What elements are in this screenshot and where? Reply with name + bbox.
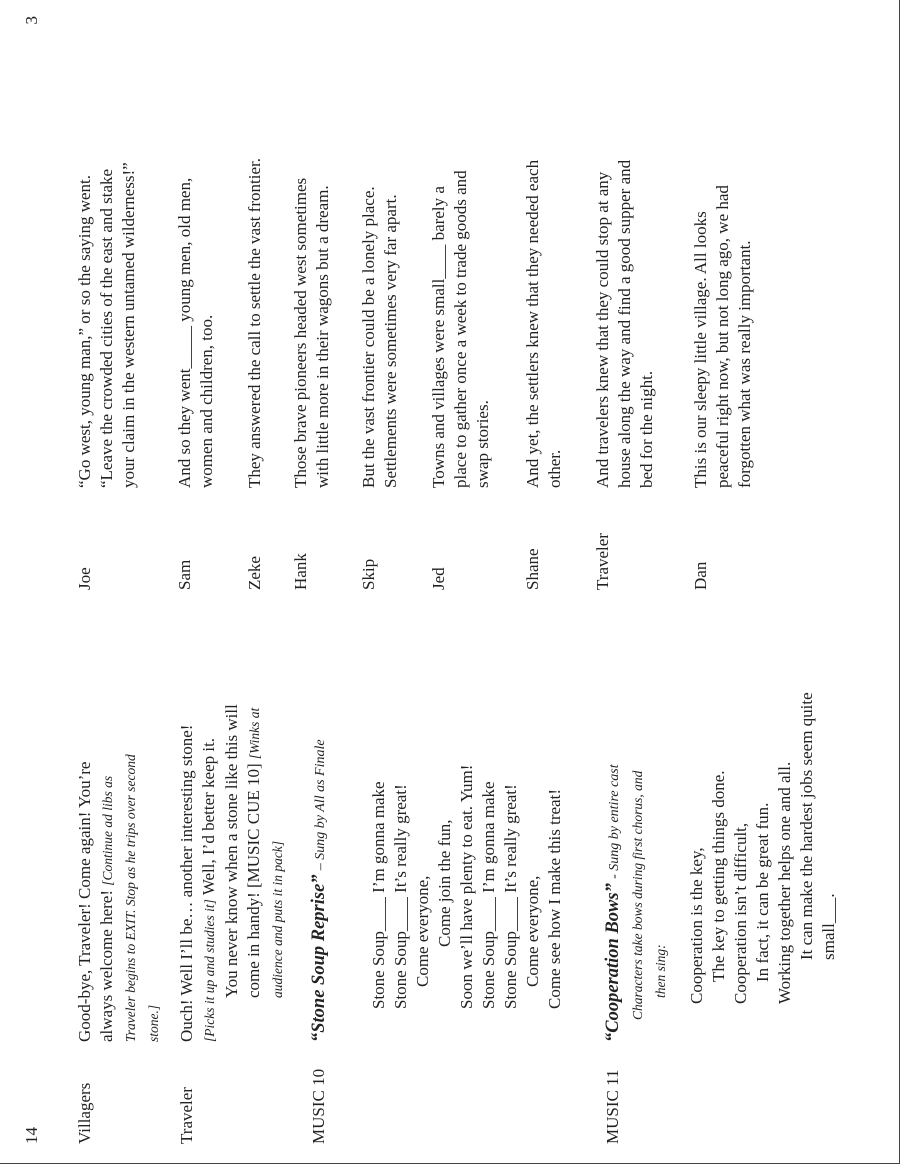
dialogue bbox=[592, 0, 658, 488]
lyric-line: Come everyone, bbox=[523, 875, 542, 987]
speaker-name: Zeke bbox=[245, 556, 264, 590]
dialogue bbox=[428, 0, 494, 488]
speaker-name: Hank bbox=[291, 553, 310, 590]
dialogue bbox=[176, 602, 289, 1042]
dialogue-line: peaceful right now, but not long ago, we had bbox=[713, 185, 732, 488]
lyric-line: Stone Soup____ It’s really great! bbox=[501, 784, 520, 1009]
page-number-right: 3 bbox=[22, 16, 41, 25]
lyric-line: Stone Soup____ I’m gonna make bbox=[479, 781, 498, 1009]
lyric-line: It can make the hardest jobs seem quite bbox=[797, 692, 816, 960]
speaker-name: Traveler bbox=[593, 533, 612, 590]
song-credit: – Sung by All as Finale bbox=[313, 739, 328, 871]
speaker-name: Jed bbox=[429, 567, 448, 590]
dialogue-line: Ouch! Well I’ll be… another interesting stone! bbox=[177, 724, 196, 1042]
speaker-name: Joe bbox=[75, 567, 94, 590]
lyric-line: Soon we’ll have plenty to eat. Yum! bbox=[457, 764, 476, 1009]
lyric-line: Come see how I make this treat! bbox=[545, 789, 564, 1009]
speaker-name: Dan bbox=[691, 561, 710, 590]
song-title: “Stone Soup Reprise” bbox=[309, 874, 329, 1042]
dialogue bbox=[522, 0, 566, 488]
dialogue bbox=[74, 0, 140, 488]
dialogue-line: your claim in the western untamed wilderness!” bbox=[119, 162, 138, 488]
dialogue-line: And travelers knew that they could stop at any bbox=[593, 171, 612, 488]
lyric-line: Come everyone, bbox=[413, 875, 432, 987]
dialogue-line: They answered the call to settle the vast frontier. bbox=[245, 158, 264, 488]
page-number-left: 14 bbox=[22, 1127, 41, 1144]
lyric-line: The key to getting things done. bbox=[709, 770, 728, 982]
dialogue-line: other. bbox=[545, 449, 564, 488]
dialogue-line: This is our sleepy little village. All looks bbox=[691, 211, 710, 488]
dialogue-line: come in handy! [MUSIC CUE 10] bbox=[244, 763, 263, 998]
dialogue bbox=[358, 0, 402, 488]
dialogue-line: “Leave the crowded cities of the east and stake bbox=[97, 168, 116, 488]
dialogue bbox=[290, 0, 334, 488]
lyric-line: Stone Soup____ It’s really great! bbox=[391, 784, 410, 1009]
lyric-line: Come join the fun, bbox=[435, 819, 454, 947]
stage-direction: Traveler begins to EXIT. Stop as he trips over second bbox=[123, 754, 138, 1042]
song-credit: - Sung by entire cast bbox=[607, 764, 622, 879]
dialogue-line: And so they went_____ young men, old men, bbox=[175, 177, 194, 488]
dialogue-line: Settlements were sometimes very far apart. bbox=[381, 194, 400, 488]
stage-direction: [Picks it up and studies it] bbox=[202, 899, 217, 1042]
dialogue-line: But the vast frontier could be a lonely place. bbox=[359, 186, 378, 488]
lyric-line: small___. bbox=[819, 893, 838, 960]
dialogue-line: house along the way and find a good supper and bbox=[615, 159, 634, 488]
dialogue-line: Well, I’d better keep it. bbox=[199, 737, 218, 896]
lyric-line: Stone Soup____ I’m gonna make bbox=[369, 781, 388, 1009]
dialogue-line: “Go west, young man,” or so the saying went. bbox=[75, 174, 94, 488]
dialogue-line: with little more in their wagons but a dream. bbox=[313, 185, 332, 488]
dialogue bbox=[690, 0, 756, 488]
dialogue bbox=[74, 612, 165, 1042]
stage-direction: Characters take bows during first chorus, and bbox=[630, 770, 645, 1020]
stage-direction: [Continue ad libs as bbox=[100, 775, 115, 886]
dialogue-line: Those brave pioneers headed west sometimes bbox=[291, 177, 310, 488]
dialogue-line: Towns and villages were small____ barely a bbox=[429, 186, 448, 488]
speaker-name: Sam bbox=[175, 559, 194, 590]
dialogue bbox=[174, 0, 218, 488]
dialogue-line: forgotten what was really important. bbox=[735, 240, 754, 488]
dialogue-line: always welcome here! bbox=[97, 890, 116, 1042]
stage-direction: audience and puts it in pack] bbox=[270, 840, 285, 998]
page-14 bbox=[0, 604, 900, 1164]
song-title: “Cooperation Bows” bbox=[603, 883, 623, 1042]
lyric-line: Working together helps one and all. bbox=[775, 761, 794, 1004]
dialogue-line: And yet, the settlers knew that they needed each bbox=[523, 159, 542, 488]
music-cue-label: MUSIC 11 bbox=[603, 1069, 622, 1144]
speaker-name: Skip bbox=[359, 558, 378, 590]
song-lyrics bbox=[686, 604, 840, 1004]
dialogue-line: You never know when a stone like this will bbox=[222, 704, 241, 998]
stage-direction: then sing: bbox=[653, 944, 668, 998]
song-lyrics bbox=[368, 609, 566, 1009]
dialogue-line: place to gather once a week to trade goods and bbox=[451, 170, 470, 488]
song-header bbox=[602, 602, 672, 1042]
stage-direction: stone.] bbox=[146, 1004, 161, 1042]
speaker-name: Shane bbox=[523, 548, 542, 590]
lyric-line: In fact, it can be great fun. bbox=[753, 802, 772, 982]
dialogue-line: Good-bye, Traveler! Come again! You’re bbox=[75, 761, 94, 1042]
music-cue-label: MUSIC 10 bbox=[309, 1068, 328, 1144]
lyric-line: Cooperation isn’t difficult, bbox=[731, 822, 750, 1004]
stage-direction: [Winks at bbox=[247, 707, 262, 760]
song-header bbox=[308, 602, 332, 1042]
dialogue-line: bed for the night. bbox=[637, 370, 656, 488]
speaker-name: Traveler bbox=[177, 1087, 196, 1144]
dialogue-line: swap stories. bbox=[473, 400, 492, 488]
dialogue bbox=[244, 0, 266, 488]
dialogue-line: women and children, too. bbox=[197, 314, 216, 488]
lyric-line: Cooperation is the key, bbox=[687, 847, 706, 1004]
speaker-name: Villagers bbox=[75, 1082, 94, 1144]
